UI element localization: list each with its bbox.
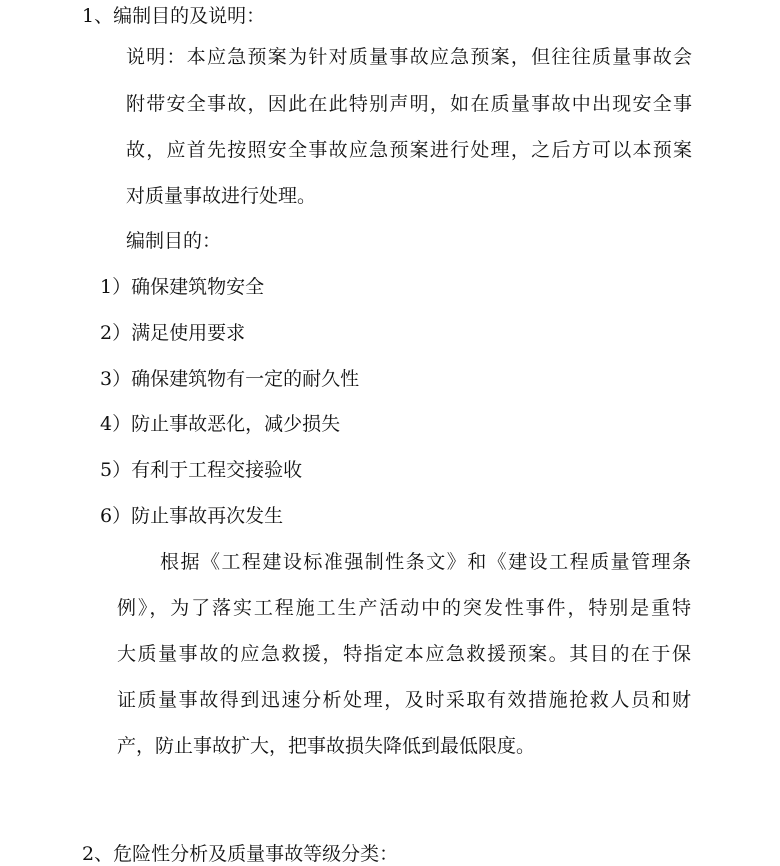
purpose-item: 3）确保建筑物有一定的耐久性 (100, 368, 360, 390)
section-2-title: 2、危险性分析及质量事故等级分类： (82, 843, 399, 865)
explanation-line: 说明：本应急预案为针对质量事故应急预案，但往往质量事故会 (126, 46, 692, 68)
purpose-item: 1）确保建筑物安全 (100, 276, 265, 298)
purpose-item: 6）防止事故再次发生 (100, 505, 284, 527)
basis-paragraph-line: 产，防止事故扩大，把事故损失降低到最低限度。 (117, 735, 536, 757)
basis-paragraph-line: 证质量事故得到迅速分析处理，及时采取有效措施抢救人员和财 (117, 689, 691, 711)
purpose-heading: 编制目的： (126, 230, 222, 252)
basis-paragraph-line: 大质量事故的应急救援，特指定本应急救援预案。其目的在于保 (117, 643, 691, 665)
explanation-line: 对质量事故进行处理。 (126, 185, 317, 207)
purpose-item: 2）满足使用要求 (100, 322, 246, 344)
basis-paragraph-line: 例》，为了落实工程施工生产活动中的突发性事件，特别是重特 (117, 597, 691, 619)
basis-paragraph-line: 根据《工程建设标准强制性条文》和《建设工程质量管理条 (160, 551, 691, 573)
explanation-line: 附带安全事故，因此在此特别声明，如在质量事故中出现安全事 (126, 93, 692, 115)
purpose-item: 4）防止事故恶化，减少损失 (100, 413, 341, 435)
section-1-title: 1、编制目的及说明： (82, 5, 266, 27)
purpose-item: 5）有利于工程交接验收 (100, 459, 303, 481)
explanation-line: 故，应首先按照安全事故应急预案进行处理，之后方可以本预案 (126, 139, 692, 161)
